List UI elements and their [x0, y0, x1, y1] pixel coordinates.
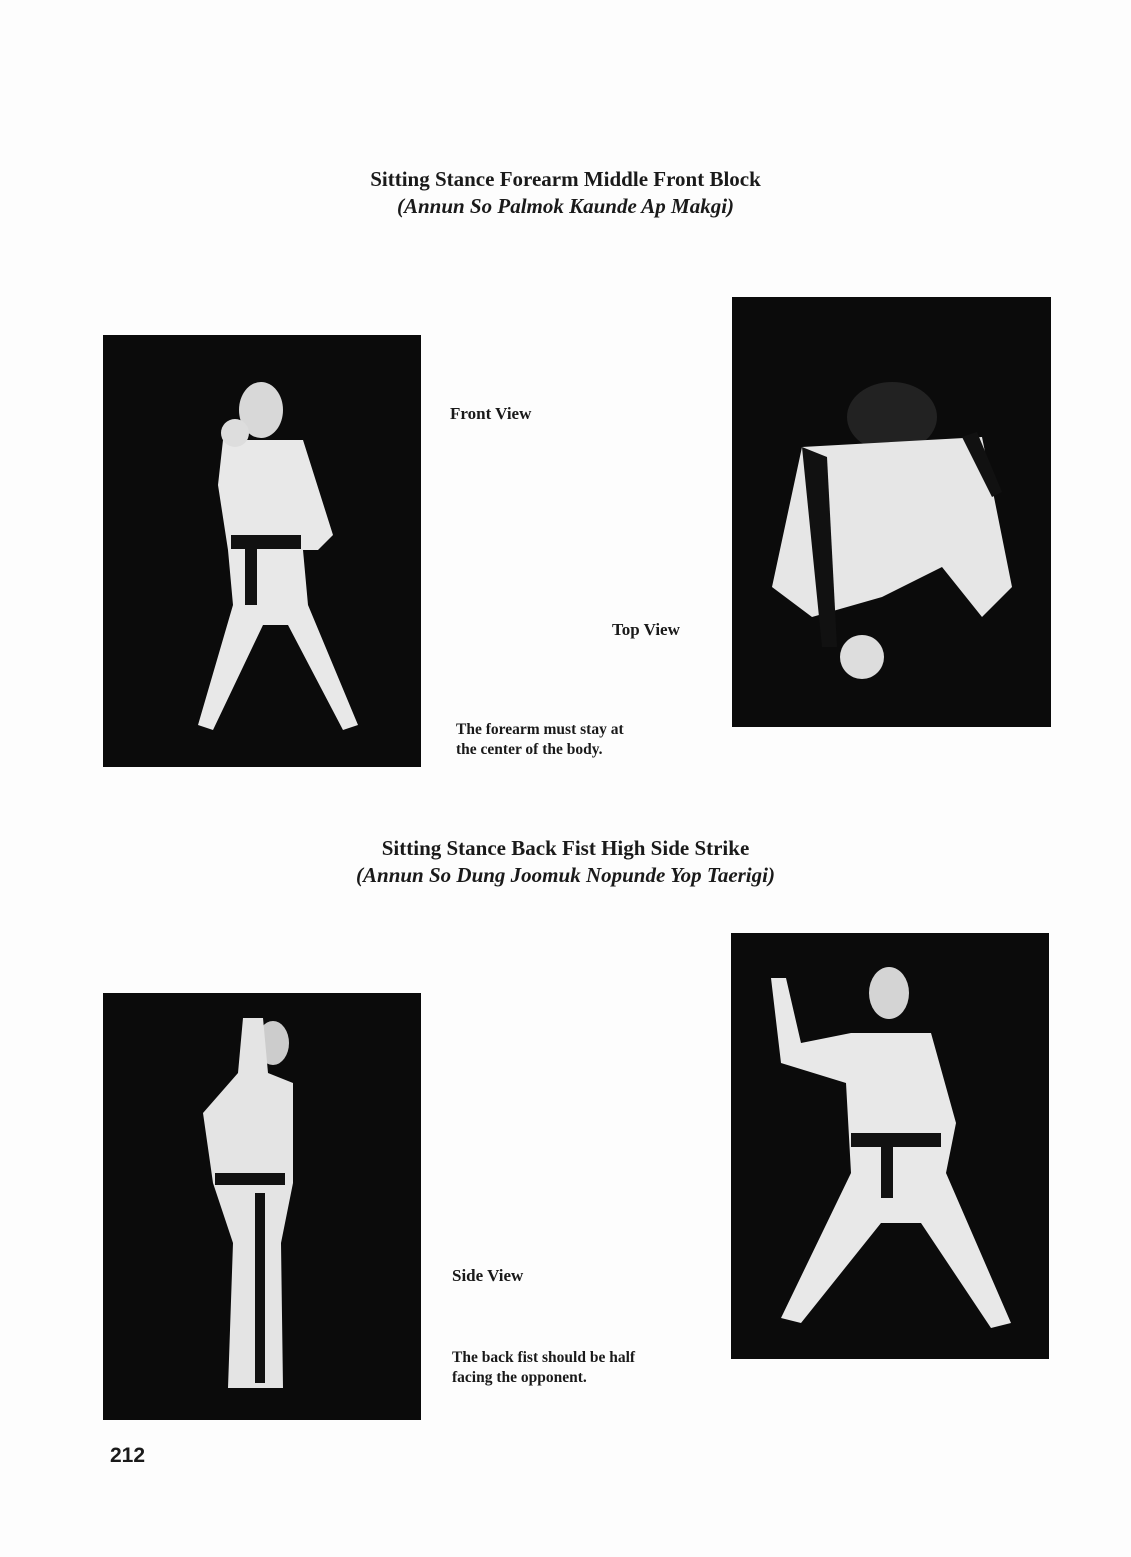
photo-top-view [732, 297, 1051, 727]
top-view-label: Top View [612, 620, 680, 639]
caption-line: The forearm must stay at [456, 721, 624, 738]
photo-side-view [103, 993, 421, 1420]
section-1-subtitle: (Annun So Palmok Kaunde Ap Makgi) [396, 194, 735, 218]
photo-front-view [103, 335, 421, 767]
section-2-heading [0, 835, 1131, 889]
section-1-title: Sitting Stance Forearm Middle Front Block [370, 167, 761, 191]
figure-front-stance [103, 335, 421, 767]
figure-top-view [732, 297, 1051, 727]
section-2-subtitle: (Annun So Dung Joomuk Nopunde Yop Taerigi) [356, 863, 775, 887]
caption-line: The back fist should be half [452, 1349, 636, 1366]
page-number: 212 [110, 1444, 146, 1467]
section-2-title: Sitting Stance Back Fist High Side Strike [381, 836, 750, 860]
caption-line: the center of the body. [456, 741, 603, 758]
section-1-caption [456, 720, 624, 760]
front-view-label: Front View [450, 404, 532, 423]
figure-side-stance [103, 993, 421, 1420]
section-2-caption [452, 1348, 635, 1388]
caption-line: facing the opponent. [452, 1369, 587, 1386]
side-view-label: Side View [452, 1266, 524, 1285]
figure-back-fist-strike [731, 933, 1049, 1359]
section-1-heading [0, 166, 1131, 220]
photo-front-strike [731, 933, 1049, 1359]
